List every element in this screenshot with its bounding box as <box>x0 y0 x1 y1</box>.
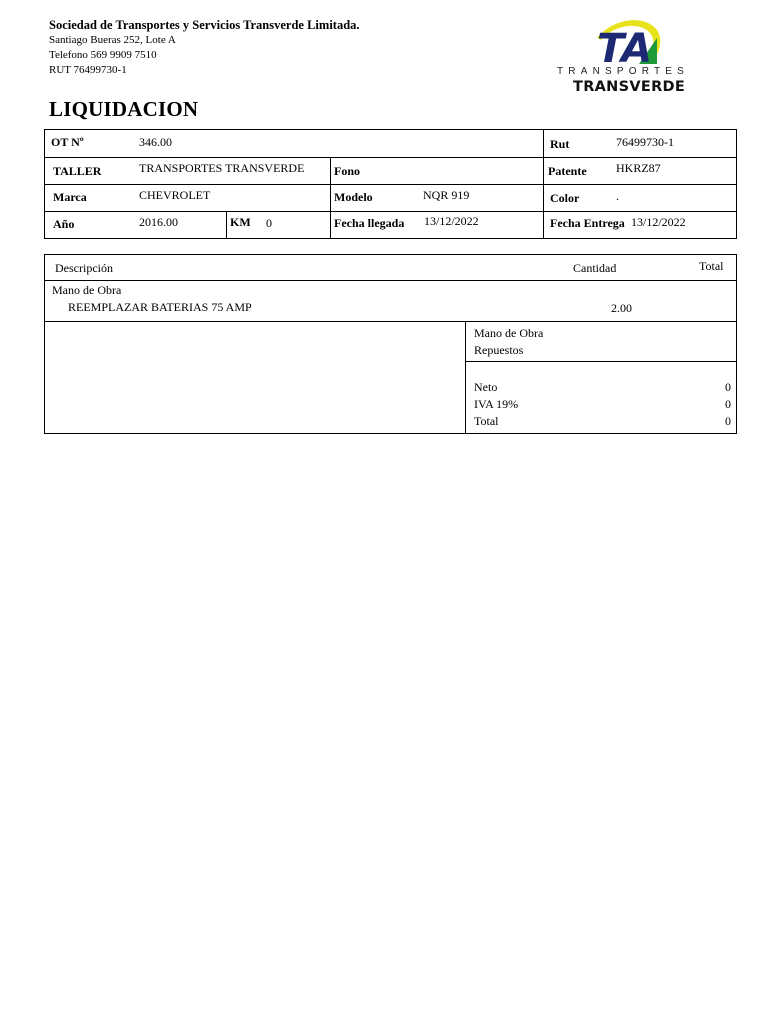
marca-value: CHEVROLET <box>139 188 211 202</box>
rut-label: Rut <box>550 137 570 151</box>
line-quantity: 2.00 <box>611 301 632 315</box>
neto-label: Neto <box>474 380 498 394</box>
cell-modelo <box>331 184 543 211</box>
cell-km <box>227 211 330 238</box>
row-anio <box>45 211 736 238</box>
logo-mark <box>553 16 703 68</box>
ot-label: OT Nº <box>51 135 84 149</box>
marca-label: Marca <box>53 190 87 204</box>
anio-value: 2016.00 <box>139 215 178 229</box>
modelo-label: Modelo <box>334 190 373 204</box>
total-label: Total <box>474 414 499 428</box>
logo-brand: TRANSVERDE <box>573 79 686 95</box>
repuestos-label: Repuestos <box>474 343 524 357</box>
cell-color <box>544 184 736 211</box>
company-info <box>49 18 360 78</box>
taller-value: TRANSPORTES TRANSVERDE <box>139 161 305 175</box>
totals-summary <box>465 322 737 433</box>
cell-entrega <box>544 211 736 238</box>
company-logo <box>553 16 703 100</box>
entrega-value: 13/12/2022 <box>631 215 686 229</box>
section-label: Mano de Obra <box>52 283 122 297</box>
anio-label: Año <box>53 217 75 231</box>
company-name: Sociedad de Transportes y Servicios Transverde Limitada. <box>49 18 360 32</box>
line-description: REEMPLAZAR BATERIAS 75 AMP <box>68 300 252 314</box>
mano-obra-label: Mano de Obra <box>474 326 544 340</box>
color-value: . <box>616 189 619 203</box>
page-title: LIQUIDACION <box>49 97 199 121</box>
items-header <box>45 255 736 281</box>
row-marca <box>45 184 736 212</box>
fono-label: Fono <box>334 164 361 178</box>
km-label: KM <box>230 215 251 229</box>
cell-fono <box>331 157 543 184</box>
logo-subtitle: TRANSPORTES <box>557 66 690 77</box>
col-cantidad: Cantidad <box>573 261 617 275</box>
neto-value: 0 <box>725 380 731 394</box>
col-total: Total <box>699 259 724 273</box>
iva-value: 0 <box>725 397 731 411</box>
km-value: 0 <box>266 216 272 230</box>
iva-label: IVA 19% <box>474 397 519 411</box>
vehicle-info-table <box>44 129 737 239</box>
row-ot <box>45 130 736 158</box>
color-label: Color <box>550 191 580 205</box>
col-descripcion: Descripción <box>55 261 113 275</box>
rut-value: 76499730-1 <box>616 135 674 149</box>
taller-label: TALLER <box>53 164 102 178</box>
llegada-label: Fecha llegada <box>334 216 405 230</box>
cell-anio <box>45 211 226 238</box>
llegada-value: 13/12/2022 <box>424 214 479 228</box>
cell-ot <box>45 130 543 157</box>
cell-taller <box>45 157 330 184</box>
cell-rut <box>544 130 736 157</box>
totals-breakdown <box>466 322 737 362</box>
company-rut: RUT 76499730-1 <box>49 64 127 76</box>
cell-marca <box>45 184 330 211</box>
cell-patente <box>544 157 736 184</box>
company-phone: Telefono 569 9909 7510 <box>49 49 157 61</box>
company-address: Santiago Bueras 252, Lote A <box>49 34 176 46</box>
cell-llegada <box>331 211 543 238</box>
items-body <box>45 281 736 322</box>
items-table <box>44 254 737 434</box>
ot-value: 346.00 <box>139 135 172 149</box>
entrega-label: Fecha Entrega <box>550 216 625 230</box>
patente-value: HKRZ87 <box>616 161 661 175</box>
logo-monogram: TA <box>597 26 653 68</box>
total-value: 0 <box>725 414 731 428</box>
patente-label: Patente <box>548 164 587 178</box>
modelo-value: NQR 919 <box>423 188 470 202</box>
row-taller <box>45 157 736 185</box>
